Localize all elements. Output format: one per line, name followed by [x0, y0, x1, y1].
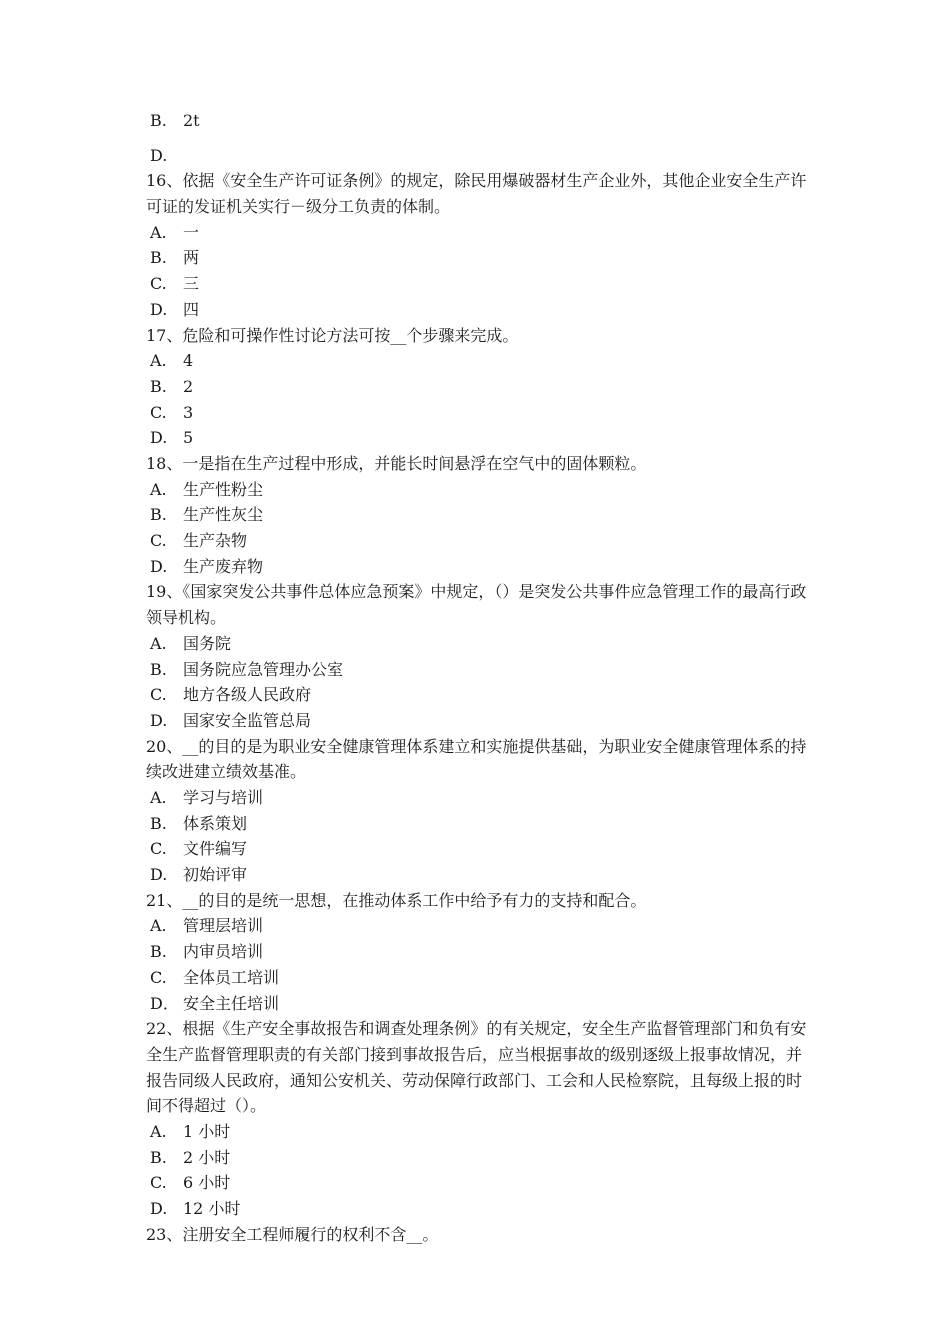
answer-option — [146, 108, 816, 134]
option-letter: A. — [150, 222, 167, 242]
option-letter: D. — [150, 299, 168, 319]
option-letter: B. — [150, 376, 167, 396]
option-letter: C. — [150, 402, 167, 422]
answer-option — [146, 657, 816, 683]
option-text: 地方各级人民政府 — [183, 685, 312, 705]
answer-option — [146, 1170, 816, 1196]
answer-option — [146, 271, 816, 297]
option-text: 一 — [183, 222, 200, 242]
answer-option — [146, 1119, 816, 1145]
option-text: 体系策划 — [183, 813, 248, 833]
option-letter: D. — [150, 1199, 168, 1219]
answer-option — [146, 913, 816, 939]
answer-option — [146, 708, 816, 734]
option-text: 生产性灰尘 — [183, 505, 264, 525]
option-text: 12 小时 — [183, 1199, 241, 1219]
option-text: 生产杂物 — [183, 531, 248, 551]
answer-option — [146, 991, 816, 1017]
question-text: 22、根据《生产安全事故报告和调查处理条例》的有关规定，安全生产监督管理部门和负有安全生产监督管理职责的有关部门接到事故报告后，应当根据事故的级别逐级上报事故情况，并报告同级人民政府，通知公安机关、劳动保障行政部门、工会和人民检察院，且每级上报的时间不得超过（）。 — [146, 1019, 807, 1116]
answer-option — [146, 502, 816, 528]
option-text: 两 — [183, 248, 200, 268]
option-text: 四 — [183, 299, 200, 319]
option-text: 内审员培训 — [183, 942, 264, 962]
option-letter: C. — [150, 531, 167, 551]
option-text: 文件编写 — [183, 839, 248, 859]
option-letter: B. — [150, 111, 167, 130]
answer-option — [146, 245, 816, 271]
option-text: 5 — [183, 428, 194, 448]
question-text: 23、注册安全工程师履行的权利不含__。 — [146, 1224, 439, 1244]
option-letter: B. — [150, 1147, 167, 1167]
question-text: 18、一是指在生产过程中形成，并能长时间悬浮在空气中的固体颗粒。 — [146, 453, 647, 473]
answer-option — [146, 528, 816, 554]
option-letter: D. — [150, 145, 168, 165]
option-text: 2 小时 — [183, 1147, 231, 1167]
option-text: 6 小时 — [183, 1173, 231, 1193]
option-letter: B. — [150, 942, 167, 962]
question-text: 16、依据《安全生产许可证条例》的规定，除民用爆破器材生产企业外，其他企业安全生产许可证的发证机关实行－级分工负责的体制。 — [146, 171, 807, 217]
option-text: 国务院 — [183, 633, 232, 653]
option-letter: A. — [150, 479, 167, 499]
option-text: 3 — [183, 402, 194, 422]
answer-option — [146, 554, 816, 580]
option-letter: C. — [150, 839, 167, 859]
answer-option — [146, 682, 816, 708]
option-letter: C. — [150, 1173, 167, 1193]
answer-option — [146, 425, 816, 451]
option-text: 4 — [183, 351, 194, 371]
answer-option — [146, 811, 816, 837]
option-letter: D. — [150, 428, 168, 448]
answer-option — [146, 477, 816, 503]
option-text: 2t — [183, 111, 200, 130]
answer-option — [146, 374, 816, 400]
option-letter: D. — [150, 710, 168, 730]
option-letter: A. — [150, 633, 167, 653]
answer-option — [146, 220, 816, 246]
option-letter: D. — [150, 865, 168, 885]
answer-option — [146, 1145, 816, 1171]
option-text: 生产性粉尘 — [183, 479, 264, 499]
option-letter: B. — [150, 813, 167, 833]
option-letter: C. — [150, 274, 167, 294]
answer-option — [146, 297, 816, 323]
option-letter: A. — [150, 1122, 167, 1142]
option-letter: A. — [150, 351, 167, 371]
option-text: 生产废弃物 — [183, 556, 264, 576]
option-letter: D. — [150, 556, 168, 576]
option-letter: C. — [150, 685, 167, 705]
answer-option — [146, 1196, 816, 1222]
option-text: 2 — [183, 376, 194, 396]
option-text: 全体员工培训 — [183, 967, 280, 987]
option-text: 初始评审 — [183, 865, 248, 885]
option-letter: D． — [150, 993, 179, 1013]
question-text: 20、__的目的是为职业安全健康管理体系建立和实施提供基础，为职业安全健康管理体系的持续改进建立绩效基准。 — [146, 736, 807, 782]
option-text: 三 — [183, 274, 200, 294]
option-text: 安全主任培训 — [183, 993, 280, 1013]
option-text: 学习与培训 — [183, 788, 264, 807]
option-letter: B. — [150, 505, 167, 525]
option-text: 管理层培训 — [183, 916, 264, 936]
answer-option — [146, 939, 816, 965]
answer-option — [146, 862, 816, 888]
question-text: 17、危险和可操作性讨论方法可按__个步骤来完成。 — [146, 325, 519, 345]
answer-option — [146, 400, 816, 426]
answer-option — [146, 631, 816, 657]
option-text: 国务院应急管理办公室 — [183, 659, 344, 679]
document-page — [146, 108, 816, 1247]
question-text: 19、《国家突发公共事件总体应急预案》中规定，（）是突发公共事件应急管理工作的最高行政领导机构。 — [146, 582, 807, 628]
answer-option — [146, 965, 816, 991]
answer-option — [146, 143, 816, 169]
option-letter: A. — [150, 916, 167, 936]
answer-option — [146, 785, 816, 811]
answer-option — [146, 836, 816, 862]
option-letter: B. — [150, 248, 167, 268]
option-letter: C. — [150, 967, 167, 987]
option-letter: B. — [150, 659, 167, 679]
option-letter: A. — [150, 788, 167, 807]
question-text: 21、__的目的是统一思想，在推动体系工作中给予有力的支持和配合。 — [146, 890, 647, 910]
answer-option — [146, 348, 816, 374]
option-text: 国家安全监管总局 — [183, 710, 312, 730]
option-text: 1 小时 — [183, 1122, 231, 1142]
